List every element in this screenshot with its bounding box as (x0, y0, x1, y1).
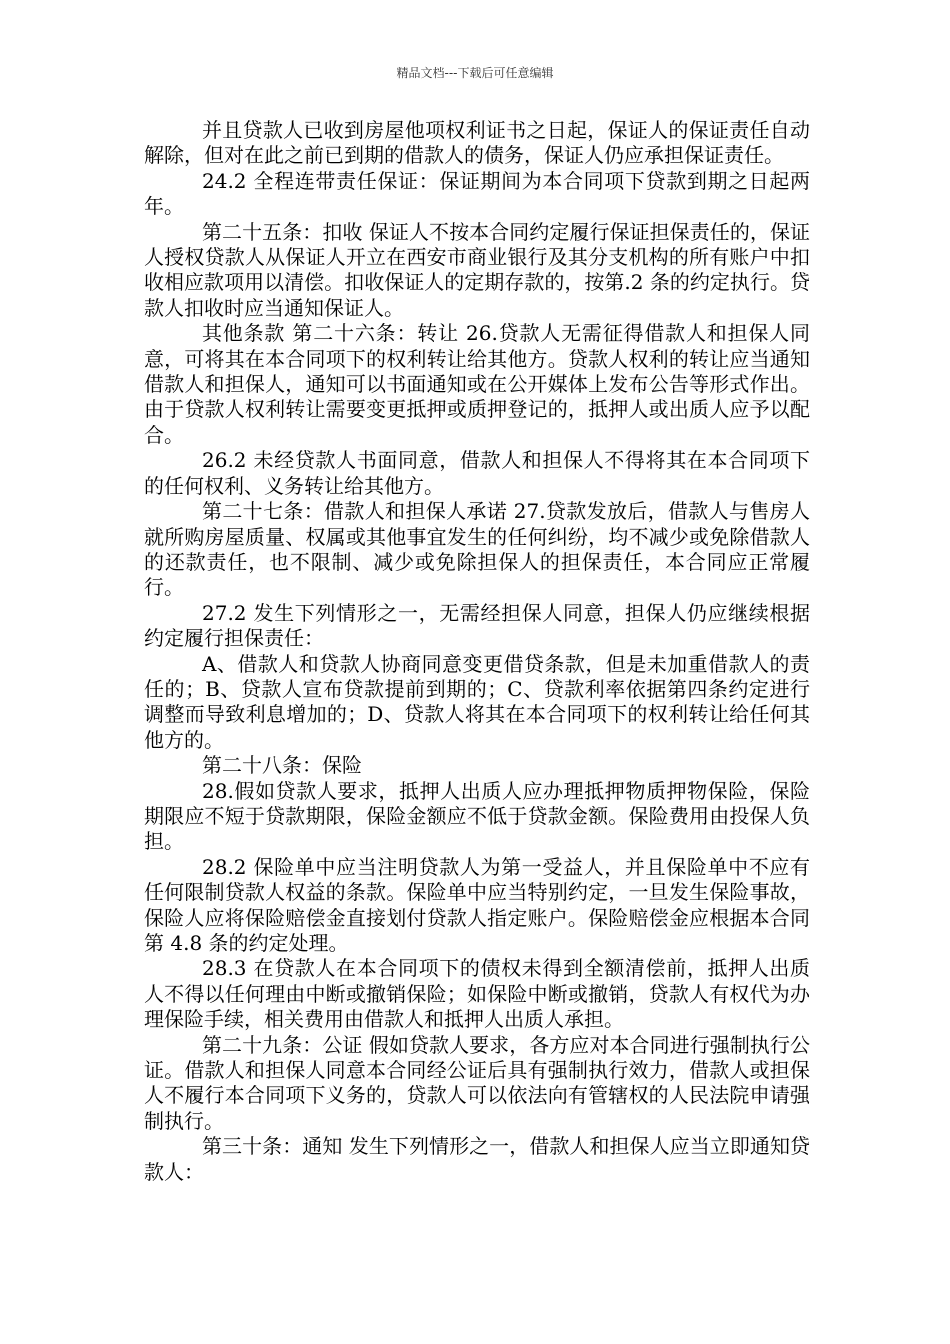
paragraph-article-27: 第二十七条：借款人和担保人承诺 27.贷款发放后，借款人与售房人就所购房屋质量、权属或其他事宜发生的任何纠纷，均不减少或免除借款人的还款责任，也不限制、减少或免除担保人的担保责任，本合同应正常履行。 (144, 499, 810, 600)
paragraph-article-30: 第三十条：通知 发生下列情形之一，借款人和担保人应当立即通知贷款人： (144, 1134, 810, 1184)
paragraph-26-2: 26.2 未经贷款人书面同意，借款人和担保人不得将其在本合同项下的任何权利、义务转让给其他方。 (144, 448, 810, 498)
paragraph-article-25: 第二十五条：扣收 保证人不按本合同约定履行保证担保责任的，保证人授权贷款人从保证人开立在西安市商业银行及其分支机构的所有账户中扣收相应款项用以清偿。扣收保证人的定期存款的，按第.2 条的约定执行。贷款人扣收时应当通知保证人。 (144, 219, 810, 320)
paragraph-27-2-items: A、借款人和贷款人协商同意变更借贷条款，但是未加重借款人的责任的；B、贷款人宣布贷款提前到期的；C、贷款利率依据第四条约定进行调整而导致利息增加的；D、贷款人将其在本合同项下的权利转让给任何其他方的。 (144, 651, 810, 752)
paragraph-article-26: 其他条款 第二十六条：转让 26.贷款人无需征得借款人和担保人同意，可将其在本合同项下的权利转让给其他方。贷款人权利的转让应当通知借款人和担保人，通知可以书面通知或在公开媒体上发布公告等形式作出。由于贷款人权利转让需要变更抵押或质押登记的，抵押人或出质人应予以配合。 (144, 321, 810, 447)
paragraph-article-28-title: 第二十八条：保险 (202, 753, 362, 778)
document-body (144, 118, 810, 1185)
paragraph-28-2: 28.2 保险单中应当注明贷款人为第一受益人，并且保险单中不应有任何限制贷款人权益的条款。保险单中应当特别约定，一旦发生保险事故，保险人应将保险赔偿金直接划付贷款人指定账户。保险赔偿金应根据本合同第 4.8 条的约定处理。 (144, 854, 810, 955)
paragraph-27-2: 27.2 发生下列情形之一，无需经担保人同意，担保人仍应继续根据约定履行担保责任： (144, 600, 810, 651)
paragraph-28-3: 28.3 在贷款人在本合同项下的债权未得到全额清偿前，抵押人出质人不得以任何理由中断或撤销保险；如保险中断或撤销，贷款人有权代为办理保险手续，相关费用由借款人和抵押人出质人承担。 (144, 956, 810, 1032)
paragraph-24-2: 24.2 全程连带责任保证：保证期间为本合同项下贷款到期之日起两年。 (144, 168, 810, 219)
paragraph-28-1: 28.假如贷款人要求，抵押人出质人应办理抵押物质押物保险，保险期限应不短于贷款期限，保险金额应不低于贷款金额。保险费用由投保人负担。 (144, 778, 810, 854)
paragraph-guarantee-release: 并且贷款人已收到房屋他项权利证书之日起，保证人的保证责任自动解除，但对在此之前已到期的借款人的债务，保证人仍应承担保证责任。 (144, 118, 810, 168)
paragraph-article-29: 第二十九条：公证 假如贷款人要求，各方应对本合同进行强制执行公证。借款人和担保人同意本合同经公证后具有强制执行效力，借款人或担保人不履行本合同项下义务的，贷款人可以依法向有管辖权的人民法院申请强制执行。 (144, 1032, 810, 1133)
page-header-note: 精品文档---下载后可任意编辑 (396, 66, 554, 80)
